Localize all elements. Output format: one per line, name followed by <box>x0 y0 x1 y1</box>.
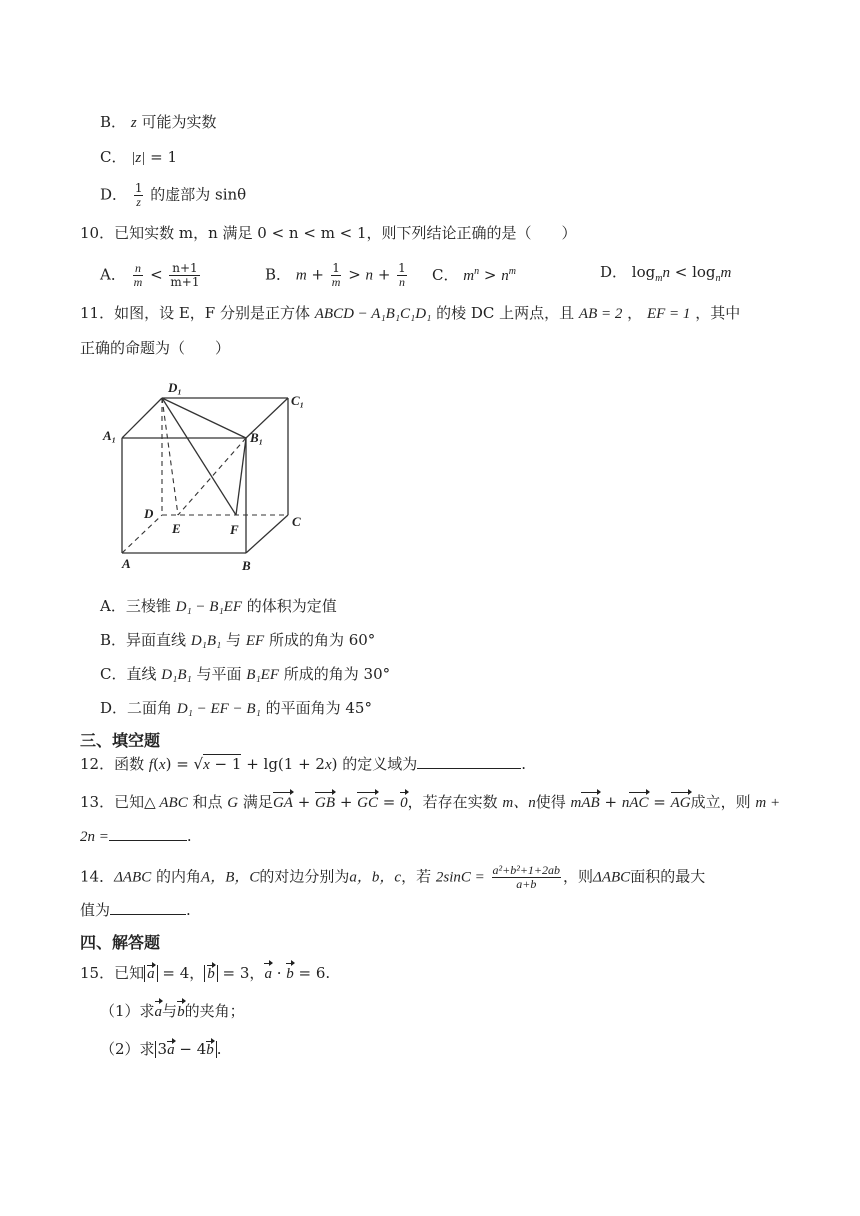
stem-text: 的对边分别为 <box>259 867 350 886</box>
q10-stem: 10．已知实数 m，n 满足 0 < n < m < 1，则下列结论正确的是（ ） <box>80 224 577 242</box>
answer-blank <box>417 754 521 769</box>
fraction-rhs <box>492 864 562 891</box>
section-solutions: 四、解答题 <box>80 933 161 952</box>
q10-option-d: D． $\log_mn < \log_nm$ <box>600 263 732 284</box>
label-d: D <box>144 506 154 521</box>
numerator: a²+b²+1+2ab <box>492 863 561 877</box>
q13-line2 <box>80 826 192 847</box>
math: D₁B₁ <box>190 633 222 649</box>
option-text: A．三棱锥 <box>100 597 171 615</box>
vars-mn: m、n <box>502 795 536 811</box>
q9-option-d <box>100 182 246 209</box>
q11-stem-line1 <box>80 303 740 324</box>
option-text: C．直线 <box>100 665 157 683</box>
sin-theta: sinθ <box>215 185 247 204</box>
stem-text: 12．函数 <box>80 755 145 773</box>
frac-n-m: $\frac{n}{m}$ <box>133 261 143 289</box>
cube-name: ABCD − A₁B₁C₁D₁ <box>314 306 432 322</box>
stem-text: （1）求 <box>100 1002 155 1020</box>
stem-text: 值为 <box>80 901 111 919</box>
option-letter: A． <box>100 265 126 284</box>
stem-text: ，其中 <box>695 304 741 322</box>
comma: ， <box>189 964 205 982</box>
frac-n1-m1: $\frac{n+1}{m+1}$ <box>170 261 200 289</box>
math: 2sinC = <box>435 869 485 886</box>
angles: A，B，C <box>201 869 260 886</box>
edge-b1-f <box>236 438 246 515</box>
stem-text: 成立，则 <box>690 793 751 811</box>
period: . <box>186 827 192 845</box>
edge-b-c <box>246 515 288 553</box>
math: D₁ − B₁EF <box>175 599 242 615</box>
math: m + <box>755 795 781 811</box>
q12: 12．函数 f(x) = √x − 1 + lg(1 + 2x) 的定义域为 . <box>80 755 527 773</box>
triangle: ΔABC <box>593 869 631 886</box>
option-text: 可能为实数 <box>141 113 217 131</box>
edge-a-d-hidden <box>122 515 162 553</box>
label-a1: A₁ <box>103 428 117 443</box>
option-text: 与平面 <box>196 665 242 683</box>
option-letter: D． <box>600 263 628 281</box>
comma: ， <box>249 964 265 982</box>
option-letter: C． <box>100 148 127 166</box>
denominator: a+b <box>516 877 537 891</box>
q9-option-c <box>100 147 177 168</box>
stem-text: 11．如图，设 E，F 分别是正方体 <box>80 304 310 322</box>
stem-text: 15．已知 <box>80 964 145 982</box>
option-text: = 1 <box>150 148 178 166</box>
math: EF <box>245 633 265 649</box>
frac-1-m: $\frac{1}{m}$ <box>331 261 341 289</box>
option-text: 的平面角为 45° <box>265 699 372 717</box>
option-letter: B． <box>265 265 292 284</box>
abs-z: |z| <box>131 150 146 166</box>
math: 2n = <box>80 829 109 845</box>
q10-option-b: B． m + $\frac{1}{m}$ > n + $\frac{1}{n}$ <box>265 261 406 289</box>
q14-line2 <box>80 900 191 920</box>
q11-option-a <box>100 596 337 617</box>
stem-text: ，若 <box>401 867 432 886</box>
stem-text: ，则 <box>563 867 594 886</box>
q15-stem: 15．已知 a = 4， b = 3，a · b = 6. <box>80 964 331 982</box>
q10-option-c: C． $m^n > n^m$ <box>432 266 516 284</box>
q15-part2: （2）求 3a − 4b . <box>100 1040 222 1058</box>
option-text: 所成的角为 60° <box>268 631 376 649</box>
option-text: D．二面角 <box>100 699 173 717</box>
stem-text: 的夹角； <box>184 1002 245 1020</box>
option-text: 的虚部为 <box>150 185 211 204</box>
option-letter: C． <box>432 266 459 284</box>
stem-text: ，若存在实数 <box>407 793 498 811</box>
period: . <box>216 1040 222 1058</box>
option-text: 与 <box>226 631 242 649</box>
label-a: A <box>122 556 131 571</box>
math: B₁EF <box>246 667 279 683</box>
edge-a1-d1 <box>122 398 162 438</box>
fraction-one-over-z: $\frac{1}{z}$ <box>134 181 143 209</box>
label-e: E <box>172 521 181 536</box>
sides: a，b，c <box>349 869 402 886</box>
q13-line1: 13．已知△ ABC 和点 G 满足GA + GB + GC = 0，若存在实数 m、n使得 mAB + nAC = AG成立，则 m + <box>80 793 781 811</box>
stem-text: 与 <box>162 1002 178 1020</box>
q10-option-a: A． $\frac{n}{m}$ < $\frac{n+1}{m+1}$ <box>100 261 200 289</box>
period: . <box>325 964 331 982</box>
q11-option-d <box>100 698 372 719</box>
answer-blank <box>109 826 187 841</box>
option-text: 所成的角为 30° <box>283 665 391 683</box>
var-z: z <box>130 115 137 131</box>
stem-text: 的棱 DC 上两点，且 <box>436 304 575 322</box>
triangle: ΔABC <box>114 869 152 886</box>
ab-length: AB = 2 <box>578 306 623 322</box>
q14-line1 <box>80 864 705 891</box>
label-f: F <box>230 522 239 537</box>
option-text: 的体积为定值 <box>246 597 337 615</box>
section-fill-in: 三、填空题 <box>80 731 161 750</box>
ef-length: EF = 1 <box>646 306 691 322</box>
stem-text: 的定义域为 <box>342 755 418 773</box>
option-text: B．异面直线 <box>100 631 187 649</box>
answer-blank <box>110 900 186 915</box>
cube-figure <box>100 380 310 575</box>
math: D₁B₁ <box>161 667 192 683</box>
stem-text: 面积的最大 <box>630 867 706 886</box>
q11-option-b <box>100 630 375 651</box>
edge-d1-e-hidden <box>162 398 178 515</box>
comma: ， <box>627 304 643 322</box>
stem-text: 和点 <box>192 793 223 811</box>
point-g: G <box>227 795 239 811</box>
label-c1: C₁ <box>291 393 305 408</box>
stem-text: 13．已知 <box>80 793 145 811</box>
option-letter: B． <box>100 113 127 131</box>
stem-text: （2）求 <box>100 1040 155 1058</box>
period: . <box>186 901 191 919</box>
q11-option-c <box>100 664 390 685</box>
math: D₁ − EF − B₁ <box>176 701 261 717</box>
label-c: C <box>292 514 301 529</box>
triangle: △ ABC <box>144 795 188 811</box>
stem-text: 使得 <box>535 793 566 811</box>
option-letter: D． <box>100 185 128 204</box>
label-b: B <box>242 558 251 573</box>
q11-stem-line2: 正确的命题为（ ） <box>80 339 231 357</box>
q9-option-b <box>100 112 216 133</box>
frac-1-n: $\frac{1}{n}$ <box>398 261 406 289</box>
label-d1: D₁ <box>168 380 182 395</box>
period: . <box>521 755 527 773</box>
stem-text: 14． <box>80 867 115 886</box>
q15-part1: （1）求a与b的夹角； <box>100 1002 245 1020</box>
stem-text: 的内角 <box>156 867 202 886</box>
stem-text: 满足 <box>242 793 273 811</box>
label-b1: B₁ <box>250 430 264 445</box>
